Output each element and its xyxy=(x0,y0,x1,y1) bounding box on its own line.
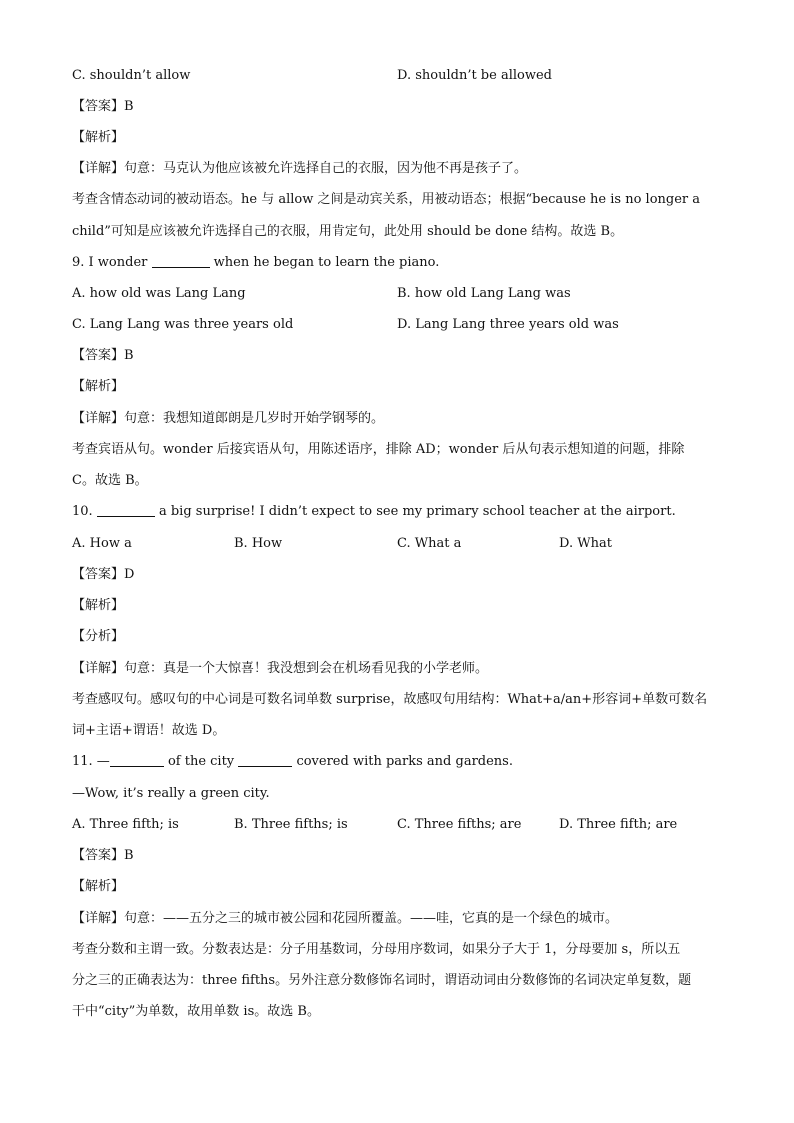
q10-explanation-2: 词+主语+谓语！故选 D。 xyxy=(72,723,226,738)
q11-option-c: C. Three fifths; are xyxy=(397,817,522,832)
q11-reply: —Wow, it’s really a green city. xyxy=(72,786,270,801)
q9-explanation-2: C。故选 B。 xyxy=(72,473,148,488)
q9-explanation-1: 考查宾语从句。wonder 后接宾语从句，用陈述语序，排除 AD；wonder 后从句表示想知道的问题，排除 xyxy=(72,442,685,457)
q11-stem xyxy=(72,752,513,772)
q8-option-d: D. shouldn’t be allowed xyxy=(397,68,552,83)
q11-blank-2 xyxy=(238,752,292,767)
q10-detail: 【详解】句意：真是一个大惊喜！我没想到会在机场看见我的小学老师。 xyxy=(72,661,489,676)
q9-option-d: D. Lang Lang three years old was xyxy=(397,317,619,332)
q9-stem-suffix: when he began to learn the piano. xyxy=(213,255,440,270)
q10-option-a: A. How a xyxy=(72,536,132,551)
q11-analysis-label: 【解析】 xyxy=(72,879,125,894)
q10-stem-prefix: 10. xyxy=(72,504,93,519)
q9-stem-prefix: 9. I wonder xyxy=(72,255,148,270)
q8-explanation-2: child”可知是应该被允许选择自己的衣服，用肯定句，此处用 should be done 结构。故选 B。 xyxy=(72,224,624,239)
q11-option-d: D. Three fifth; are xyxy=(559,817,678,832)
q10-option-d: D. What xyxy=(559,536,612,551)
q10-fenxi-label: 【分析】 xyxy=(72,629,125,644)
q11-blank-1 xyxy=(110,752,164,767)
q9-detail: 【详解】句意：我想知道郎朗是几岁时开始学钢琴的。 xyxy=(72,411,385,426)
q8-analysis-label: 【解析】 xyxy=(72,130,125,145)
q10-explanation-1: 考查感叹句。感叹句的中心词是可数名词单数 surprise，故感叹句用结构：What+a/an+形容词+单数可数名 xyxy=(72,692,708,707)
q11-option-a: A. Three fifth; is xyxy=(72,817,179,832)
q9-blank xyxy=(152,253,210,268)
q11-detail: 【详解】句意：——五分之三的城市被公园和花园所覆盖。——哇，它真的是一个绿色的城市。 xyxy=(72,911,619,926)
q8-answer: 【答案】B xyxy=(72,99,134,114)
q11-stem-suffix: covered with parks and gardens. xyxy=(296,754,513,769)
q11-option-b: B. Three fifths; is xyxy=(234,817,348,832)
q11-stem-prefix: 11. — xyxy=(72,754,110,769)
q10-blank xyxy=(97,502,155,517)
q9-analysis-label: 【解析】 xyxy=(72,379,125,394)
q10-analysis-label: 【解析】 xyxy=(72,598,125,613)
q8-detail: 【详解】句意：马克认为他应该被允许选择自己的衣服，因为他不再是孩子了。 xyxy=(72,161,528,176)
q11-explanation-1: 考查分数和主谓一致。分数表达是：分子用基数词，分母用序数词，如果分子大于 1，分母要加 s，所以五 xyxy=(72,942,681,957)
q9-stem xyxy=(72,253,439,273)
q8-option-c: C. shouldn’t allow xyxy=(72,68,191,83)
q9-option-a: A. how old was Lang Lang xyxy=(72,286,246,301)
q9-answer: 【答案】B xyxy=(72,348,134,363)
q10-answer: 【答案】D xyxy=(72,567,135,582)
q11-stem-middle: of the city xyxy=(167,754,235,769)
q10-stem xyxy=(72,502,676,522)
q10-option-c: C. What a xyxy=(397,536,462,551)
q9-option-b: B. how old Lang Lang was xyxy=(397,286,571,301)
q8-explanation-1: 考查含情态动词的被动语态。he 与 allow 之间是动宾关系，用被动语态；根据“because he is no longer a xyxy=(72,192,701,207)
q11-explanation-2: 分之三的正确表达为：three fifths。另外注意分数修饰名词时，谓语动词由分数修饰的名词决定单复数，题 xyxy=(72,973,692,988)
q11-answer: 【答案】B xyxy=(72,848,134,863)
q11-explanation-3: 干中“city”为单数，故用单数 is。故选 B。 xyxy=(72,1004,320,1019)
q10-option-b: B. How xyxy=(234,536,283,551)
q9-option-c: C. Lang Lang was three years old xyxy=(72,317,294,332)
q10-stem-suffix: a big surprise! I didn’t expect to see my primary school teacher at the airport. xyxy=(158,504,676,519)
